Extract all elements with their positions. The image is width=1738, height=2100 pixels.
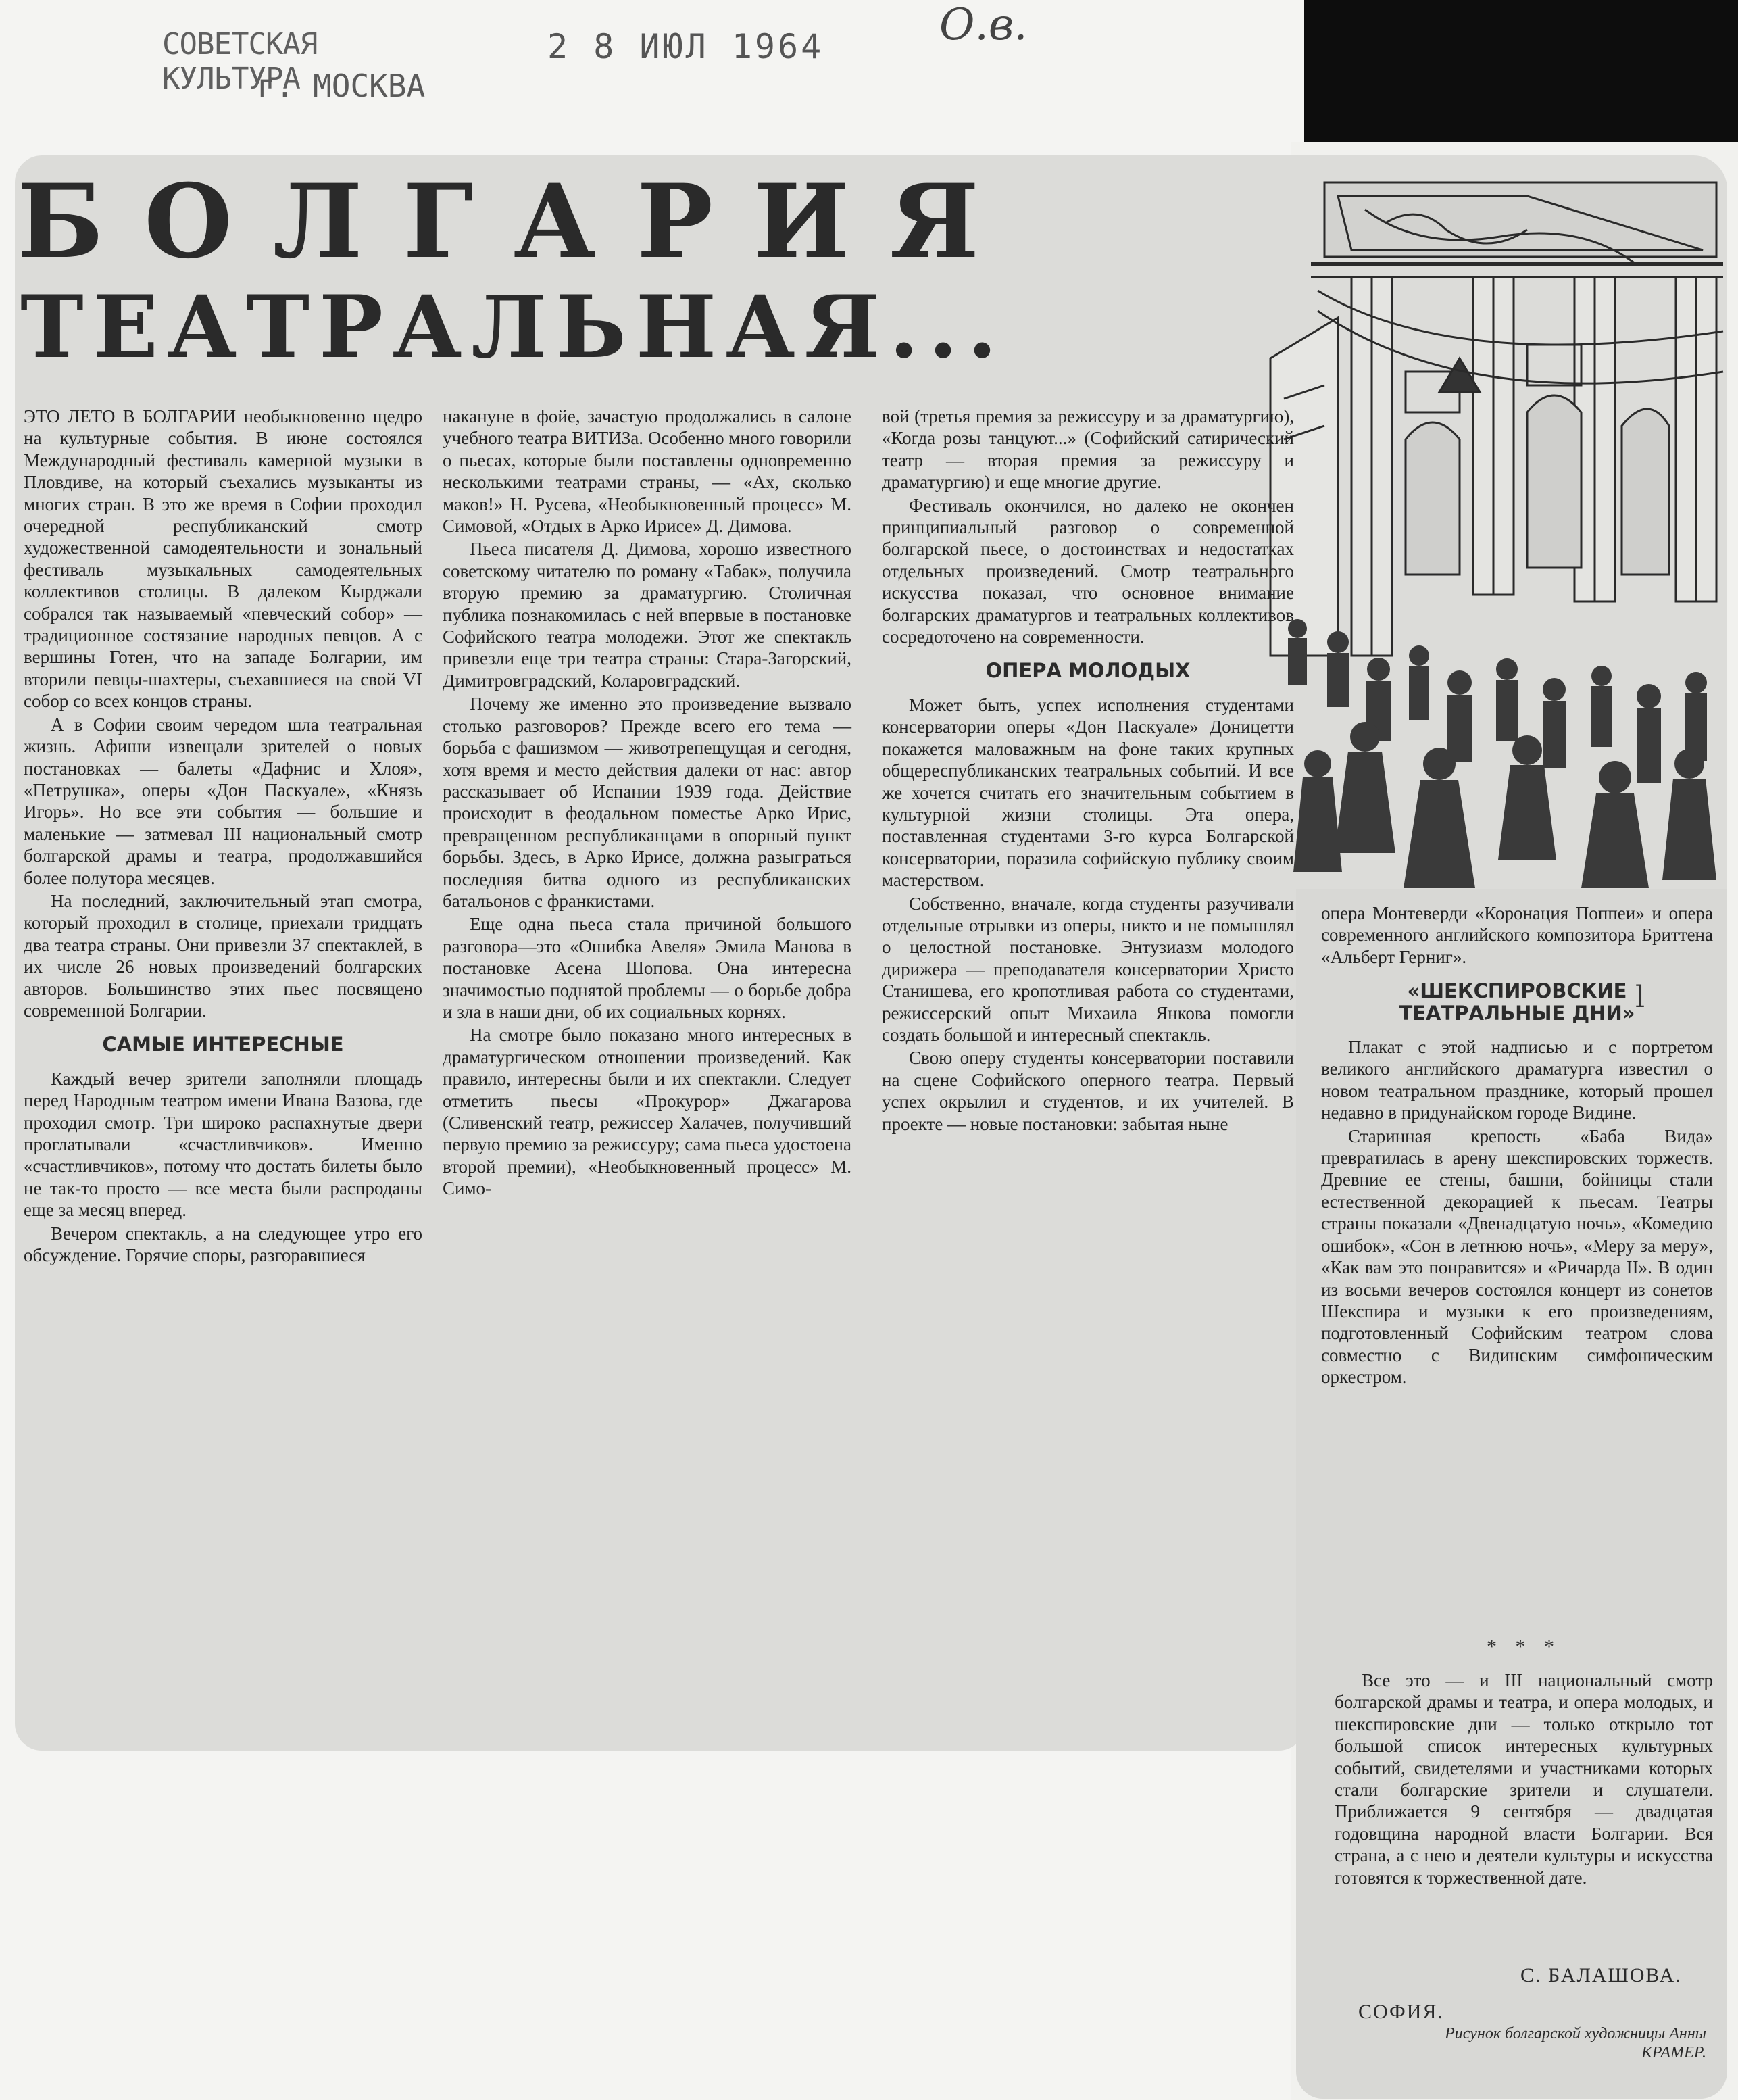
column5-paragraph: Все это — и III национальный смотр болгарской драмы и театра, и опера молодых, и шекспировские дни — только открыло тот большой список интересных культурных событий, свидетелями и участниками которых стали болгарские зрители и слушатели. Приближается 9 сентября — двадцатая годовщина народной власти Болгарии. Вся страна, а с нею и деятели культуры и искусства готовятся к торжественной дате. [1335, 1670, 1713, 1888]
column1-paragraph: Каждый вечер зрители заполняли площадь перед Народным театром имени Ивана Вазова, где проходил смотр. Три широко распахнутые двери проглатывали «счастливчиков». Именно «счастливчиков», потому что достать билеты было не так-то просто — все места были распроданы еще за месяц вперед. [24, 1068, 422, 1221]
column2-paragraph: Почему же именно это произведение вызвало столько разговоров? Прежде всего его тема — борьба с фашизмом — животрепещущая и сегодня, хотя время и место действия далеки от нас: автор рассказывает об Испании 1939 года. Действие происходит в феодальном поместье Арко Ирис, превращенном республиканцами в опорный пункт борьбы. Здесь, в Арко Ирисе, должна разыграться последняя битва одного из республиканских батальонов с франкистами. [443, 693, 851, 911]
column1-lead-paragraph: ЭТО ЛЕТО В БОЛГАРИИ необыкновенно щедро на культурные события. В июне состоялся Международный фестиваль камерной музыки в Пловдиве, на который съехались музыканты из многих стран. В это же время в Софии проходил очередной республиканский смотр художественной самодеятельности и зональный фестиваль музыкальных самодеятельных коллективов столицы. В далеком Кырджали собрался так называемый «певческий собор» — традиционное состязание народных певцов. А с вершины Готен, что на западе Болгарии, им вторили певцы-шахтеры, съехавшиеся на свой VI собор со всех концов страны. [24, 406, 422, 712]
column3-paragraph: вой (третья премия за режиссуру и за драматургию), «Когда розы танцуют...» (Софийский сатирический театр — вторая премия за режиссуру и драматургию) и еще многие другие. [882, 406, 1294, 493]
headline-line2: ТЕАТРАЛЬНАЯ... [20, 277, 1007, 377]
headline-line1: БОЛГАРИЯ [17, 162, 1020, 281]
stamp-newspaper: СОВЕТСКАЯ КУЛЬТУРА [162, 27, 318, 96]
column3-paragraph: Свою оперу студенты консерватории поставили на сцене Софийского оперного театра. Первый успех окрылил и студентов, и их учителей. В проекте — новые постановки: забытая ныне [882, 1048, 1294, 1134]
column2-paragraph: Еще одна пьеса стала причиной большого разговора—это «Ошибка Авеля» Эмила Манова в постановке Асена Шопова. Она интересна значимостью поднятой проблемы — о борьбе добра и зла в наши дни, об их социальных корнях. [443, 914, 851, 1022]
subhead-most-interesting: САМЫЕ ИНТЕРЕСНЫЕ [102, 1033, 344, 1056]
column2-paragraph: Пьеса писателя Д. Димова, хорошо известного советскому читателю по роману «Табак», получила вторую премию за драматургию. Столичная публика познакомилась с ней впервые в постановке Софийского театра молодежи. Этот же спектакль привезли еще три театра страны: Стара-Загорский, Димитровградский, Коларовградский. [443, 539, 851, 691]
scan-background-dark [1304, 0, 1738, 142]
column2-paragraph: накануне в фойе, зачастую продолжались в салоне учебного театра ВИТИЗа. Особенно много говорили о пьесах, которые были поставлены одновременно несколькими театрами страны, — «Ах, сколько маков!» Н. Русева, «Необыкновенный процесс» М. Симовой, «Отдых в Арко Ирисе» Д. Димова. [443, 406, 851, 537]
stamp-city: г. МОСКВА [257, 68, 426, 104]
column4-paragraph: опера Монтеверди «Коронация Поппеи» и опера современного английского композитора Бриттена «Альберт Герниг». [1321, 903, 1713, 967]
column1-paragraph: А в Софии своим чередом шла театральная жизнь. Афиши извещали зрителей о новых постановках — балеты «Дафнис и Хлоя», «Петрушка», оперы «Дон Паскуале», «Князь Игорь». Но все эти события — большие и маленькие — затмевал III национальный смотр болгарской драмы и театра, продолжавшийся более полутора месяцев. [24, 714, 422, 888]
column1-paragraph: Вечером спектакль, а на следующее утро его обсуждение. Горячие споры, разгоравшиеся [24, 1223, 422, 1266]
author-signature: С. БАЛАШОВА. [1520, 1964, 1682, 1986]
handwritten-note: О.в. [939, 0, 1028, 50]
article-column-4 [1321, 902, 1713, 1390]
column1-paragraph: На последний, заключительный этап смотра, который проходил в столице, приехали тридцать два театра страны. Они привезли 37 спектаклей, в их числе 26 новых произведений болгарских авторов. Большинство этих пьес посвящено современной Болгарии. [24, 890, 422, 1021]
article-column-2 [443, 406, 851, 1201]
column3-paragraph: Может быть, успех исполнения студентами консерватории оперы «Дон Паскуале» Доницетти покажется маловажным на фоне таких крупных общереспубликанских театральных событий. И все же хочется считать его значительным событием в культурной жизни столицы. Эта опера, поставленная студентами 3-го курса Болгарской консерватории, поразила софийскую публику своим мастерством. [882, 694, 1294, 891]
column3-paragraph: Собственно, вначале, когда студенты разучивали отдельные отрывки из оперы, никто и не помышлял о целостной постановке. Энтузиазм молодого дирижера — преподавателя консерватории Христо Станишева, его кропотливая работа со студентами, режиссерский опыт Михаила Янкова помогли создать большой и интересный спектакль. [882, 893, 1294, 1045]
stamp-date: 2 8 ИЮЛ 1964 [547, 27, 824, 66]
article-column-3 [882, 406, 1294, 1136]
illustration-caption: Рисунок болгарской художницы Анны КРАМЕР. [1445, 2025, 1706, 2061]
article-column-5 [1335, 1669, 1713, 1890]
article-column-1 [24, 406, 422, 1267]
column4-paragraph: Плакат с этой надписью и с портретом великого английского драматурга известил о новом театральном празднике, который прошел недавно в придунайском городе Видине. [1321, 1037, 1713, 1123]
column2-paragraph: На смотре было показано много интересных в драматургическом отношении произведений. Как правило, интересны были и их спектакли. Следует отметить пьесы «Прокурор» Джагарова (Сливенский театр, режиссер Халачев, получивший первую премию за режиссуру; сама пьеса удостоена второй премии), «Необыкновенный процесс» М. Симо- [443, 1025, 851, 1199]
dateline: СОФИЯ. [1358, 2001, 1444, 2023]
subhead-shakespeare: «ШЕКСПИРОВСКИЕ ТЕАТРАЛЬНЫЕ ДНИ» [1399, 979, 1635, 1025]
section-separator: * * * [1487, 1636, 1561, 1658]
column4-paragraph: Старинная крепость «Баба Вида» превратилась в арену шекспировских торжеств. Древние ее стены, башни, бойницы стали естественной декорацией к пьесам. Театры страны показали «Двенадцатую ночь», «Комедию ошибок», «Сон в летнюю ночь», «Меру за меру», «Как вам это понравится» и «Ричарда II». В один из восьми вечеров состоялся концерт из сонетов Шекспира и музыки к его произведениям, подготовленный Софийским театром слова совместно с Видинским симфоническим оркестром. [1321, 1125, 1713, 1388]
subhead-opera: ОПЕРА МОЛОДЫХ [985, 659, 1191, 683]
column3-paragraph: Фестиваль окончился, но далеко не окончен принципиальный разговор о современной болгарской пьесе, о достоинствах и недостатках отдельных произведений. Смотр театрального искусства показал, что основное внимание болгарских драматургов и театральных коллективов сосредоточено на современности. [882, 495, 1294, 648]
check-mark-icon: ⅼ [1635, 981, 1645, 1014]
